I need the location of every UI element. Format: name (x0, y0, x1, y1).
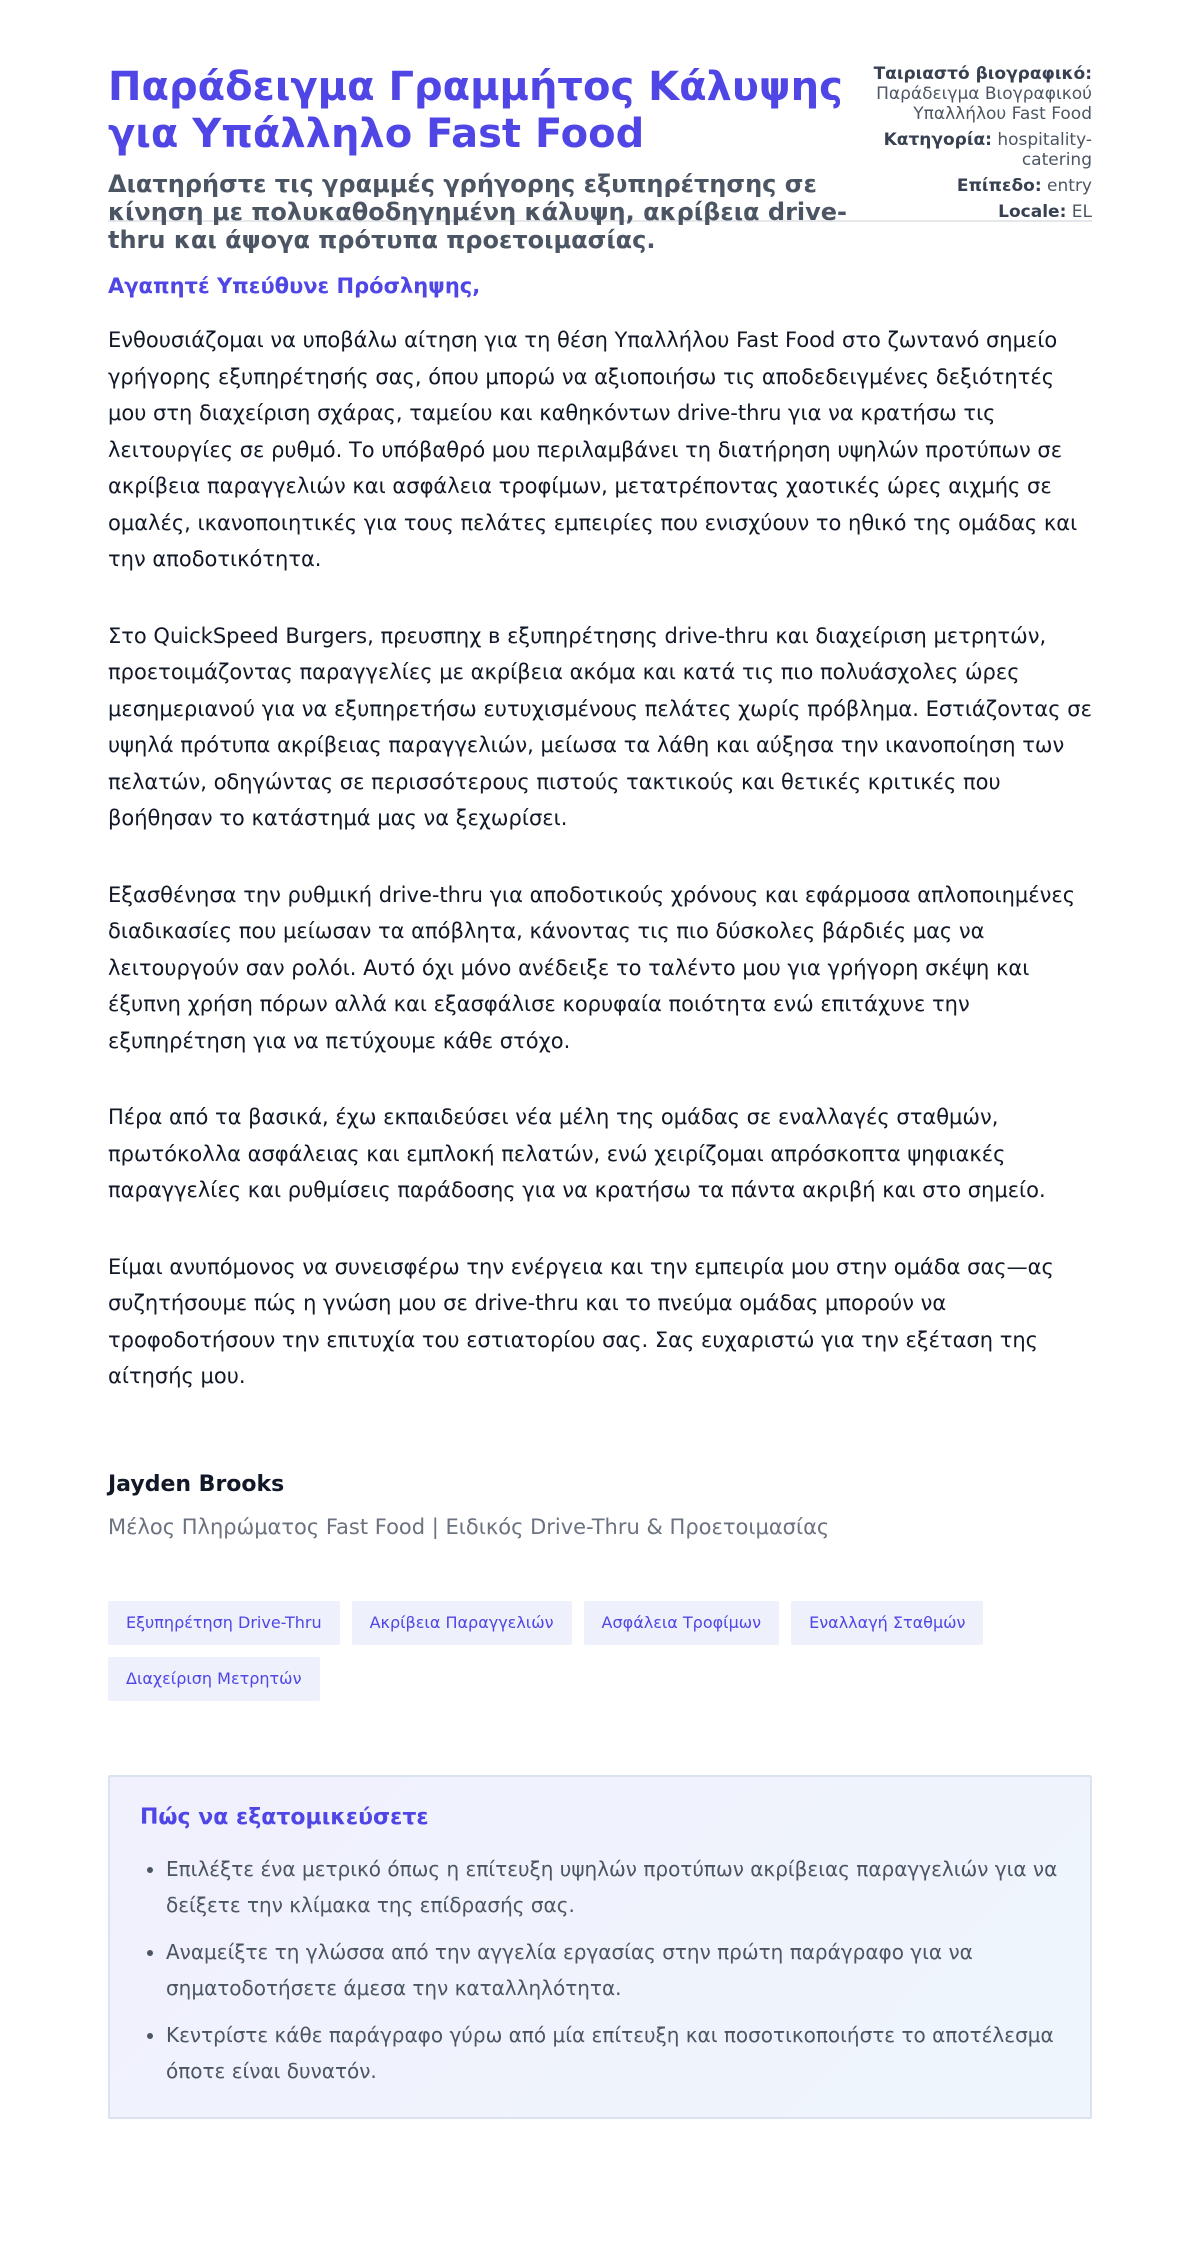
skill-tag: Διαχείριση Μετρητών (108, 1657, 320, 1701)
meta-category-value: hospitality-catering (997, 130, 1092, 170)
tip-item: • Κεντρίστε κάθε παράγραφο γύρω από μία επίτευξη και ποσοτικοποιήστε το αποτέλεσμα όποτε είναι δυνατόν. (166, 2017, 1060, 2089)
tips-title: Πώς να εξατομικεύσετε (140, 1804, 429, 1830)
skill-tags (108, 1601, 1092, 1701)
signature-role: Μέλος Πληρώματος Fast Food | Ειδικός Drive-Thru & Προετοιμασίας (108, 1514, 830, 1539)
skill-tag: Ασφάλεια Τροφίμων (584, 1601, 780, 1645)
tips-list (140, 1851, 1060, 2089)
meta-locale (832, 202, 1092, 222)
page-title: Παράδειγμα Γραμμήτος Κάλυψης για Υπάλληλο Fast Food (108, 64, 843, 157)
skill-tag: Εναλλαγή Σταθμών (791, 1601, 983, 1645)
letter-paragraph: Πέρα από τα βασικά, έχω εκπαιδεύσει νέα μέλη της ομάδας σε εναλλαγές σταθμών, πρωτόκολλα ασφάλειας και εμπλοκή πελατών, ενώ χειρίζομαι απρόσκοπτα ψηφιακές παραγγελίες και ρυθμίσεις παράδοσης για να κρατήσω τα πάντα ακριβή και στο σημείο. (108, 1105, 1046, 1202)
meta-panel (832, 64, 1092, 228)
meta-locale-label: Locale: (998, 202, 1067, 222)
skill-tag: Εξυπηρέτηση Drive-Thru (108, 1601, 340, 1645)
customization-tips (108, 1775, 1092, 2119)
tip-item: • Επιλέξτε ένα μετρικό όπως η επίτευξη υψηλών προτύπων ακρίβειας παραγγελιών για να δείξετε την κλίμακα της επίδρασής σας. (166, 1851, 1060, 1923)
meta-locale-value: EL (1071, 202, 1092, 222)
letter-paragraph: Στο QuickSpeed Burgers, πρευσπηχ в εξυπηρέτησης drive-thru και διαχείριση μετρητών, προετοιμάζοντας παραγγελίες με ακρίβεια ακόμα και κατά τις πιο πολυάσχολες ώρες μεσημεριανού για να εξυπηρετήσω ευτυχισμένους πελάτες χωρίς πρόβλημα. Εστιάζοντας σε υψηλά πρότυπα ακρίβειας παραγγελιών, μείωσα τα λάθη και αύξησα την ικανοποίηση των πελατών, οδηγώντας σε περισσότερους πιστούς τακτικούς και θετικές κριτικές που βοήθησαν το κατάστημά μας να ξεχωρίσει. (108, 623, 1092, 830)
letter-paragraph: Είμαι ανυπόμονος να συνεισφέρω την ενέργεια και την εμπειρία μου στην ομάδα σας—ας συζητήσουμε πώς η γνώση μου σε drive-thru και το πνεύμα ομάδας μπορούν να τροφοδοτήσουν την επιτυχία του εστιατορίου σας. Σας ευχαριστώ για την εξέταση της αίτησής μου. (108, 1254, 1054, 1388)
tip-item: • Αναμείξτε τη γλώσσα από την αγγελία εργασίας στην πρώτη παράγραφο για να σηματοδοτήσετε άμεσα την καταλληλότητα. (166, 1934, 1060, 2006)
signature-name: Jayden Brooks (108, 1471, 285, 1497)
letter-paragraph: Ενθουσιάζομαι να υποβάλω αίτηση για τη θέση Υπαλλήλου Fast Food στο ζωντανό σημείο γρήγορης εξυπηρέτησής σας, όπου μπορώ να αξιοποιήσω τις αποδεδειγμένες δεξιότητές μου στη διαχείριση σχάρας, ταμείου και καθηκόντων drive-thru για να κρατήσω τις λειτουργίες σε ρυθμό. Το υπόβαθρό μου περιλαμβάνει τη διατήρηση υψηλών προτύπων σε ακρίβεια παραγγελιών και ασφάλεια τροφίμων, μετατρέποντας χαοτικές ώρες αιχμής σε ομαλές, ικανοποιητικές για τους πελάτες εμπειρίες που ενισχύουν το ηθικό της ομάδας και την αποδοτικότητα. (108, 328, 1078, 571)
letter-greeting: Αγαπητέ Υπεύθυνε Πρόσληψης, (108, 274, 481, 298)
meta-category (832, 130, 1092, 170)
meta-level-value: entry (1047, 176, 1092, 196)
letter-paragraph: Εξασθένησα την ρυθμική drive-thru για αποδοτικούς χρόνους και εφάρμοσα απλοποιημένες διαδικασίες που μείωσαν τα απόβλητα, κάνοντας τις πιο δύσκολες βάρδιές μας να λειτουργούν σαν ρολόι. Αυτό όχι μόνο ανέδειξε το ταλέντο μου για γρήγορη σκέψη και έξυπνη χρήση πόρων αλλά και εξασφάλισε κορυφαία ποιότητα ενώ επιτάχυνε την εξυπηρέτηση για να πετύχουμε κάθε στόχο. (108, 882, 1076, 1053)
letter-body (108, 272, 1092, 1395)
meta-level (832, 176, 1092, 196)
page-header (108, 0, 1092, 254)
meta-level-label: Επίπεδο: (956, 176, 1042, 196)
meta-category-label: Κατηγορία: (883, 130, 992, 150)
meta-resume-label: Ταιριαστό βιογραφικό: (873, 64, 1092, 84)
page-subtitle: Διατηρήστε τις γραμμές γρήγορης εξυπηρέτησης σε κίνηση με πολυκαθοδηγημένη κάλυψη, ακρίβεια drive-thru και άψογα πρότυπα προετοιμασίας. (108, 170, 848, 254)
meta-resume (832, 64, 1092, 124)
meta-resume-value[interactable]: Παράδειγμα Βιογραφικού Υπαλλήλου Fast Food (876, 84, 1092, 124)
signature-block (108, 1471, 1092, 1541)
skill-tag: Ακρίβεια Παραγγελιών (352, 1601, 572, 1645)
